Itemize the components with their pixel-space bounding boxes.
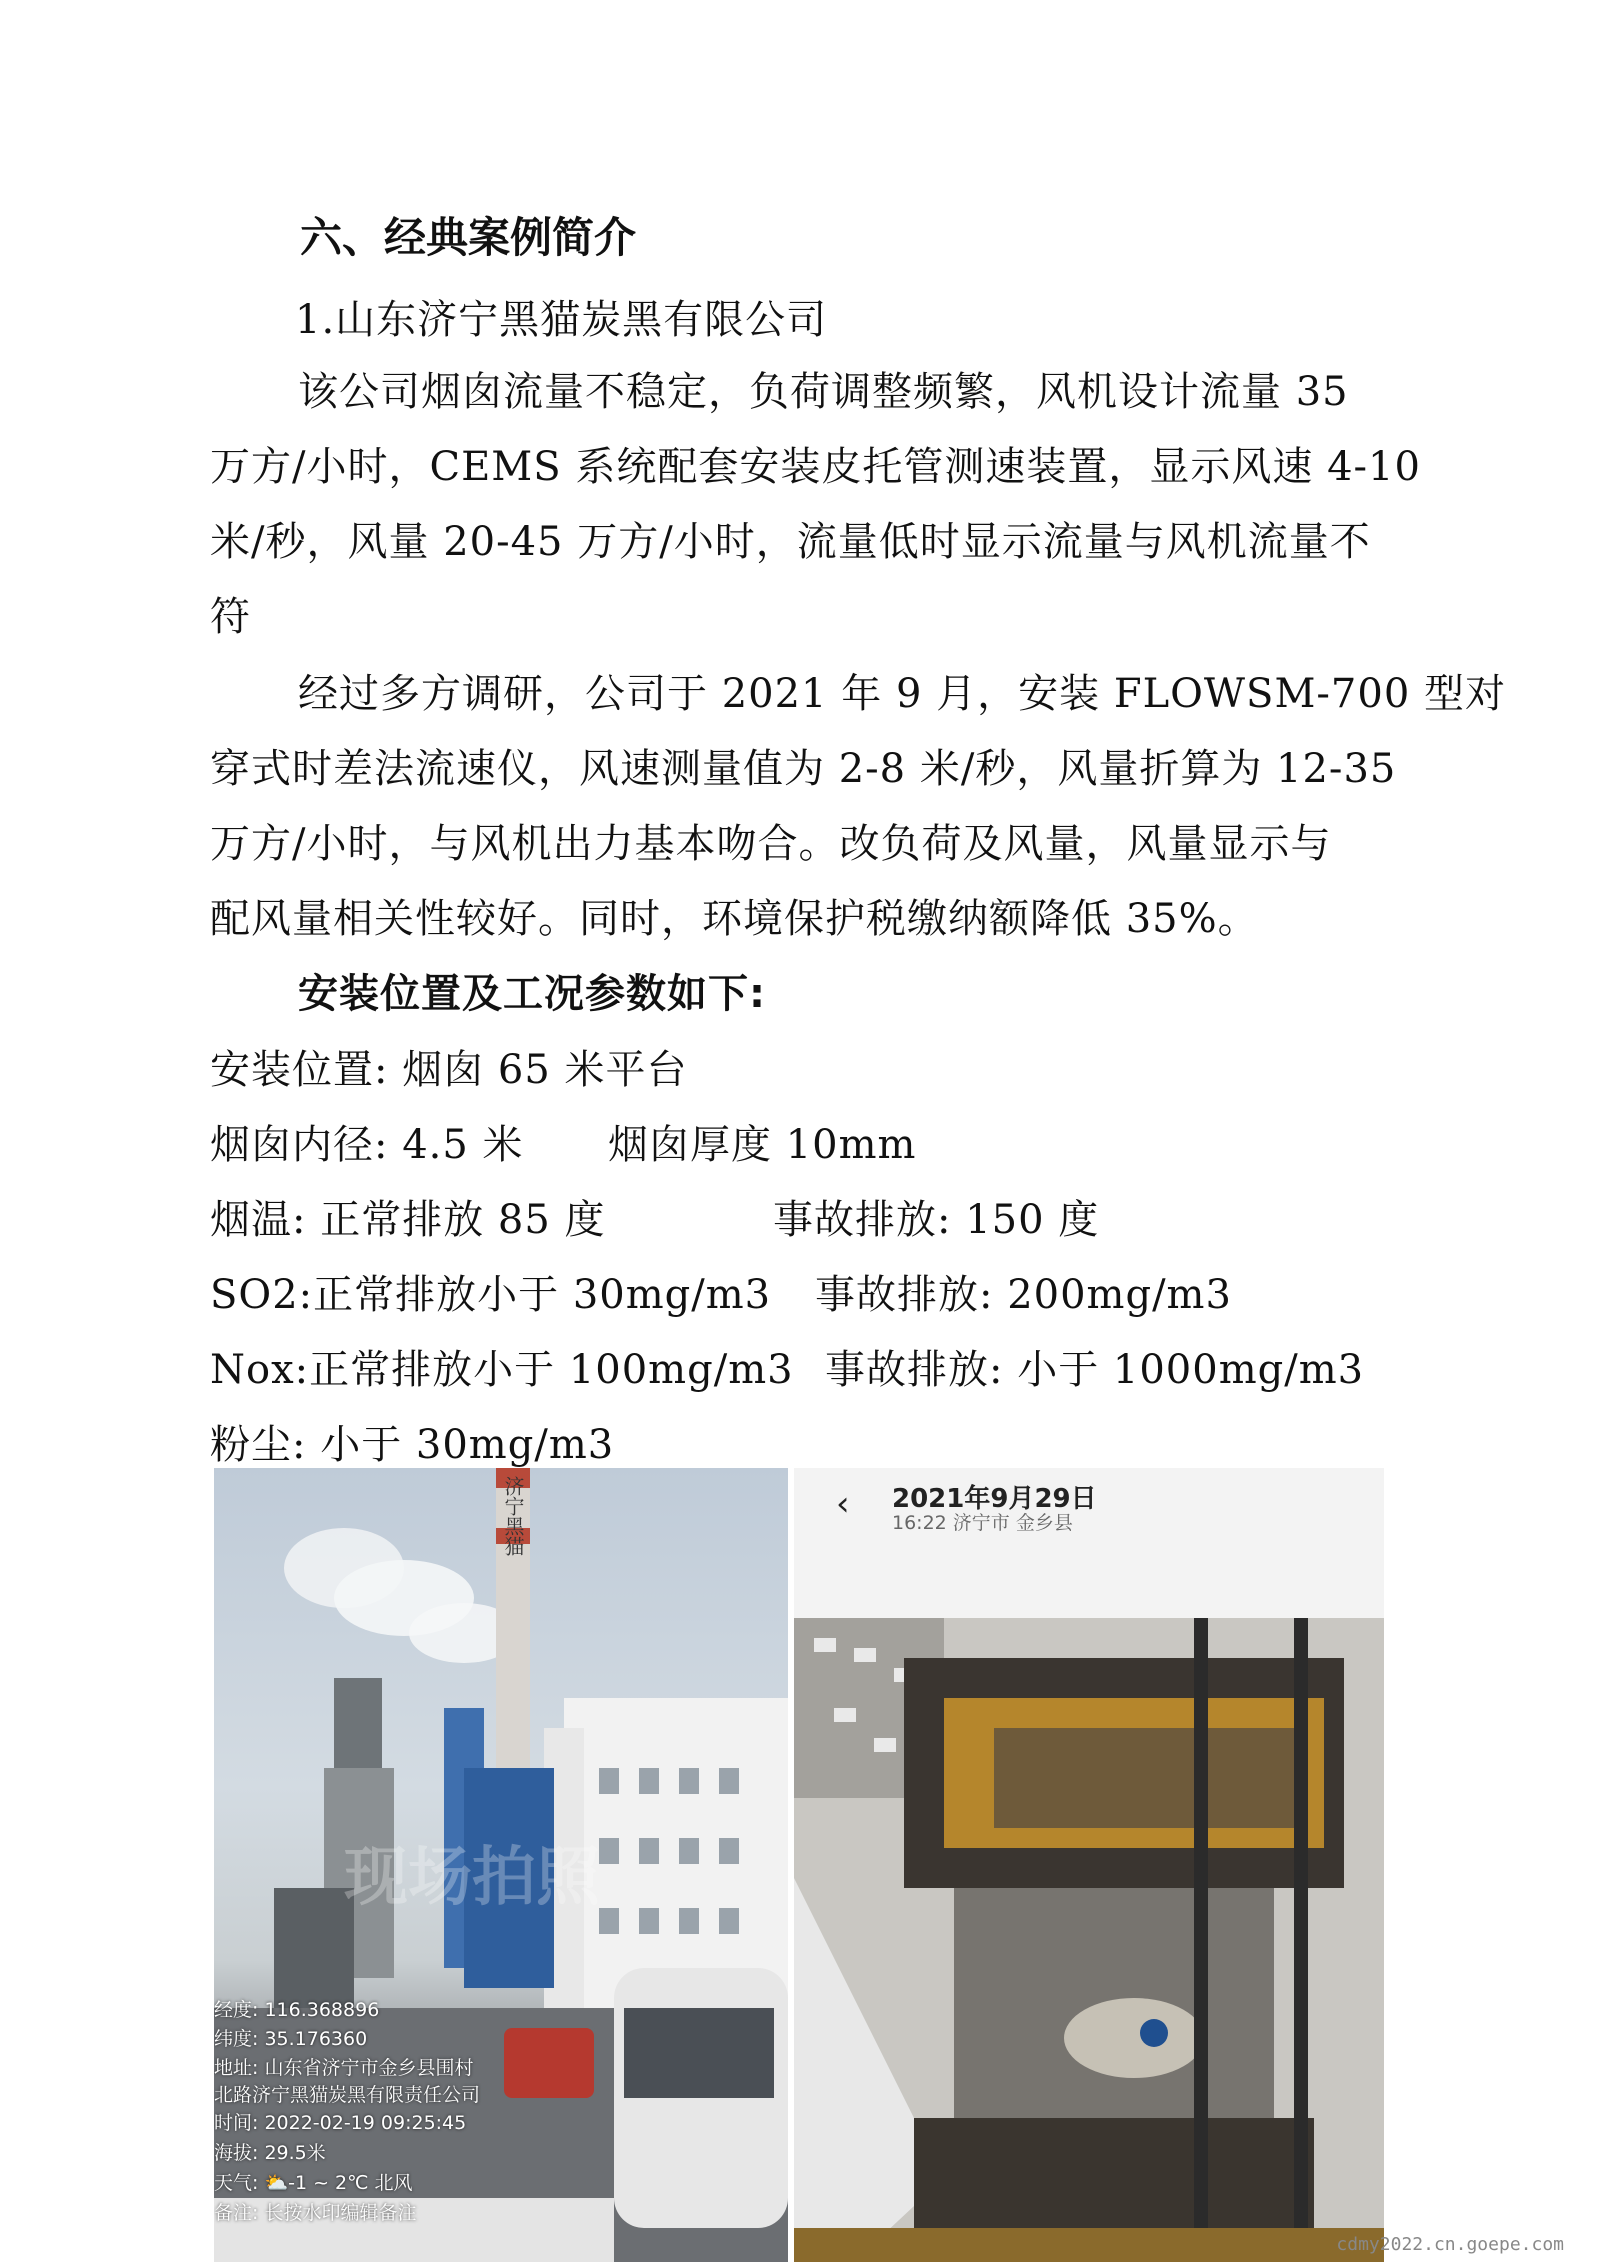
param-so2-normal: SO2:正常排放小于 30mg/m3 xyxy=(210,1272,772,1318)
param-inner-diameter: 烟囱内径: 4.5 米 xyxy=(210,1122,524,1168)
para1-line4: 符 xyxy=(210,594,251,640)
photo-info-5: 时间: 2022-02-19 09:25:45 xyxy=(214,2112,467,2134)
para2-line4: 配风量相关性较好。同时，环境保护税缴纳额降低 35%。 xyxy=(210,896,1259,942)
photo-location: 16:22 济宁市 金乡县 xyxy=(892,1512,1073,1534)
photo-date: 2021年9月29日 xyxy=(892,1484,1097,1514)
stack-text: 济宁黑猫 xyxy=(501,1476,525,1556)
plant-site-photo xyxy=(214,1468,788,2262)
param-temp-accident: 事故排放: 150 度 xyxy=(773,1197,1100,1243)
photo-info-2: 纬度: 35.176360 xyxy=(214,2028,368,2050)
photo-watermark: 现场拍照 xyxy=(344,1841,600,1915)
param-temp-normal: 烟温: 正常排放 85 度 xyxy=(210,1197,606,1243)
param-nox-accident: 事故排放: 小于 1000mg/m3 xyxy=(825,1347,1365,1393)
param-nox-normal: Nox:正常排放小于 100mg/m3 xyxy=(210,1347,794,1393)
para1-line2: 万方/小时，CEMS 系统配套安装皮托管测速装置，显示风速 4-10 xyxy=(210,444,1421,490)
platform-illustration xyxy=(794,1618,1384,2262)
param-location: 安装位置: 烟囱 65 米平台 xyxy=(210,1047,688,1093)
photo-info-1: 经度: 116.368896 xyxy=(214,1999,380,2021)
params-heading: 安装位置及工况参数如下: xyxy=(298,971,766,1017)
section-heading: 六、经典案例简介 xyxy=(300,213,637,262)
photo-info-4: 北路济宁黑猫炭黑有限责任公司 xyxy=(214,2084,481,2106)
param-so2-accident: 事故排放: 200mg/m3 xyxy=(815,1272,1232,1318)
para2-line2: 穿式时差法流速仪，风速测量值为 2-8 米/秒，风量折算为 12-35 xyxy=(210,746,1397,792)
photo-info-3: 地址: 山东省济宁市金乡县围村 xyxy=(214,2057,474,2079)
page-footer-url: cdmy2022.cn.goepe.com xyxy=(1336,2234,1564,2255)
param-dust: 粉尘: 小于 30mg/m3 xyxy=(210,1422,615,1468)
case-title: 1.山东济宁黑猫炭黑有限公司 xyxy=(295,297,828,343)
para2-line1: 经过多方调研，公司于 2021 年 9 月，安装 FLOWSM-700 型对 xyxy=(298,671,1506,717)
photo-info-6: 海拔: 29.5米 xyxy=(214,2142,326,2164)
para2-line3: 万方/小时，与风机出力基本吻合。改负荷及风量，风量显示与 xyxy=(210,821,1332,867)
para1-line3: 米/秒，风量 20-45 万方/小时，流量低时显示流量与风机流量不 xyxy=(210,519,1371,565)
back-chevron-icon: ‹ xyxy=(836,1484,850,1524)
para1-line1: 该公司烟囱流量不稳定，负荷调整频繁，风机设计流量 35 xyxy=(298,369,1349,415)
param-thickness: 烟囱厚度 10mm xyxy=(608,1122,917,1168)
photo-info-8: 备注: 长按水印编辑备注 xyxy=(214,2202,417,2224)
photo-info-7: 天气: ⛅-1 ~ 2℃ 北风 xyxy=(214,2172,413,2194)
installation-platform-photo xyxy=(794,1468,1384,2262)
